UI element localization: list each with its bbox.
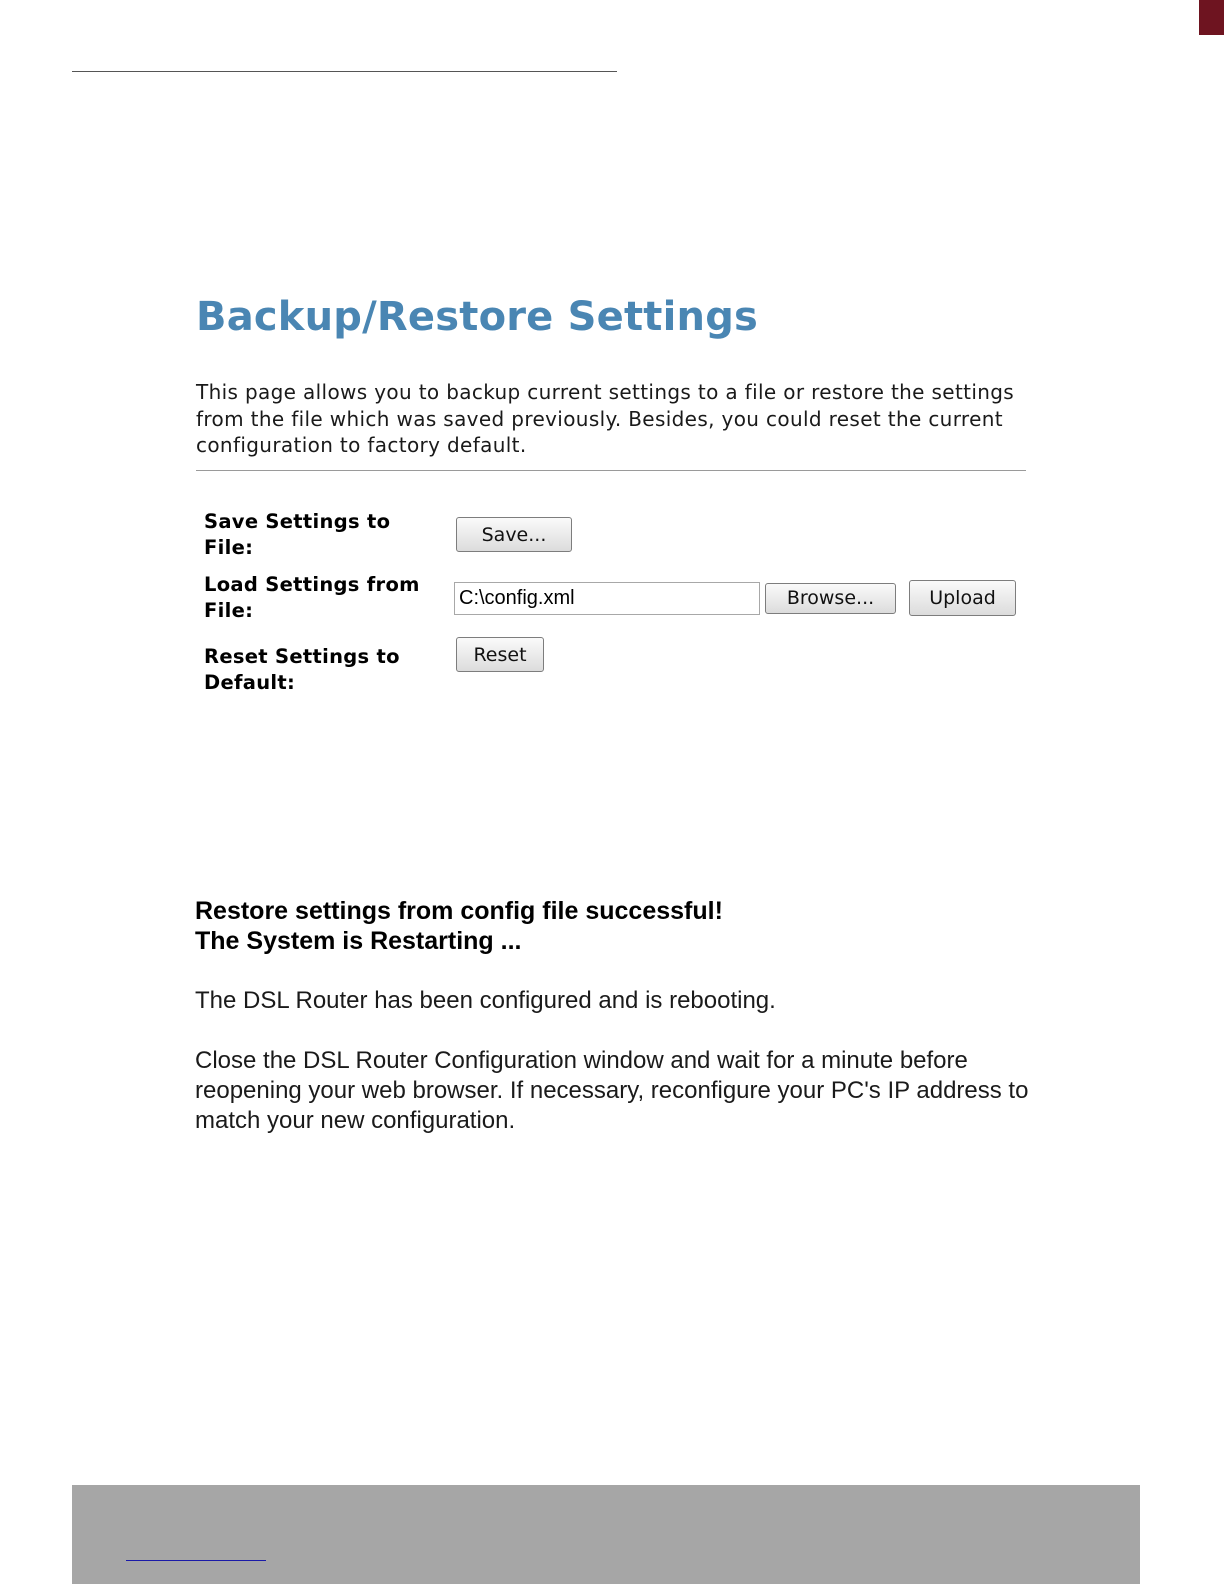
save-settings-label: Save Settings to File: [204,510,391,559]
upload-button[interactable]: Upload [909,580,1016,616]
page-title: Backup/Restore Settings [196,294,759,340]
reboot-message: The DSL Router has been configured and is rebooting. [195,987,776,1014]
reset-button[interactable]: Reset [456,637,544,672]
save-button[interactable]: Save... [456,517,572,552]
load-settings-label: Load Settings from File: [204,573,420,622]
restart-message: The System is Restarting ... [195,927,522,955]
top-divider [72,71,617,72]
corner-marker [1199,0,1224,35]
config-file-input[interactable] [454,582,760,615]
reconnect-instructions: Close the DSL Router Configuration window and wait for a minute before reopening your web browser. If necessary, reconfigure your PC's IP address to match your new configuration. [195,1047,1029,1134]
section-divider [196,470,1026,471]
footer-band [72,1485,1140,1584]
page-description: This page allows you to backup current settings to a file or restore the settings from the file which was saved previously. Besides, you could reset the current configuration to factory default. [196,380,1015,457]
footer-link-underline[interactable] [126,1560,266,1561]
reset-settings-label: Reset Settings to Default: [204,645,400,694]
browse-button[interactable]: Browse... [765,583,896,614]
restore-success-message: Restore settings from config file successful! [195,897,723,925]
